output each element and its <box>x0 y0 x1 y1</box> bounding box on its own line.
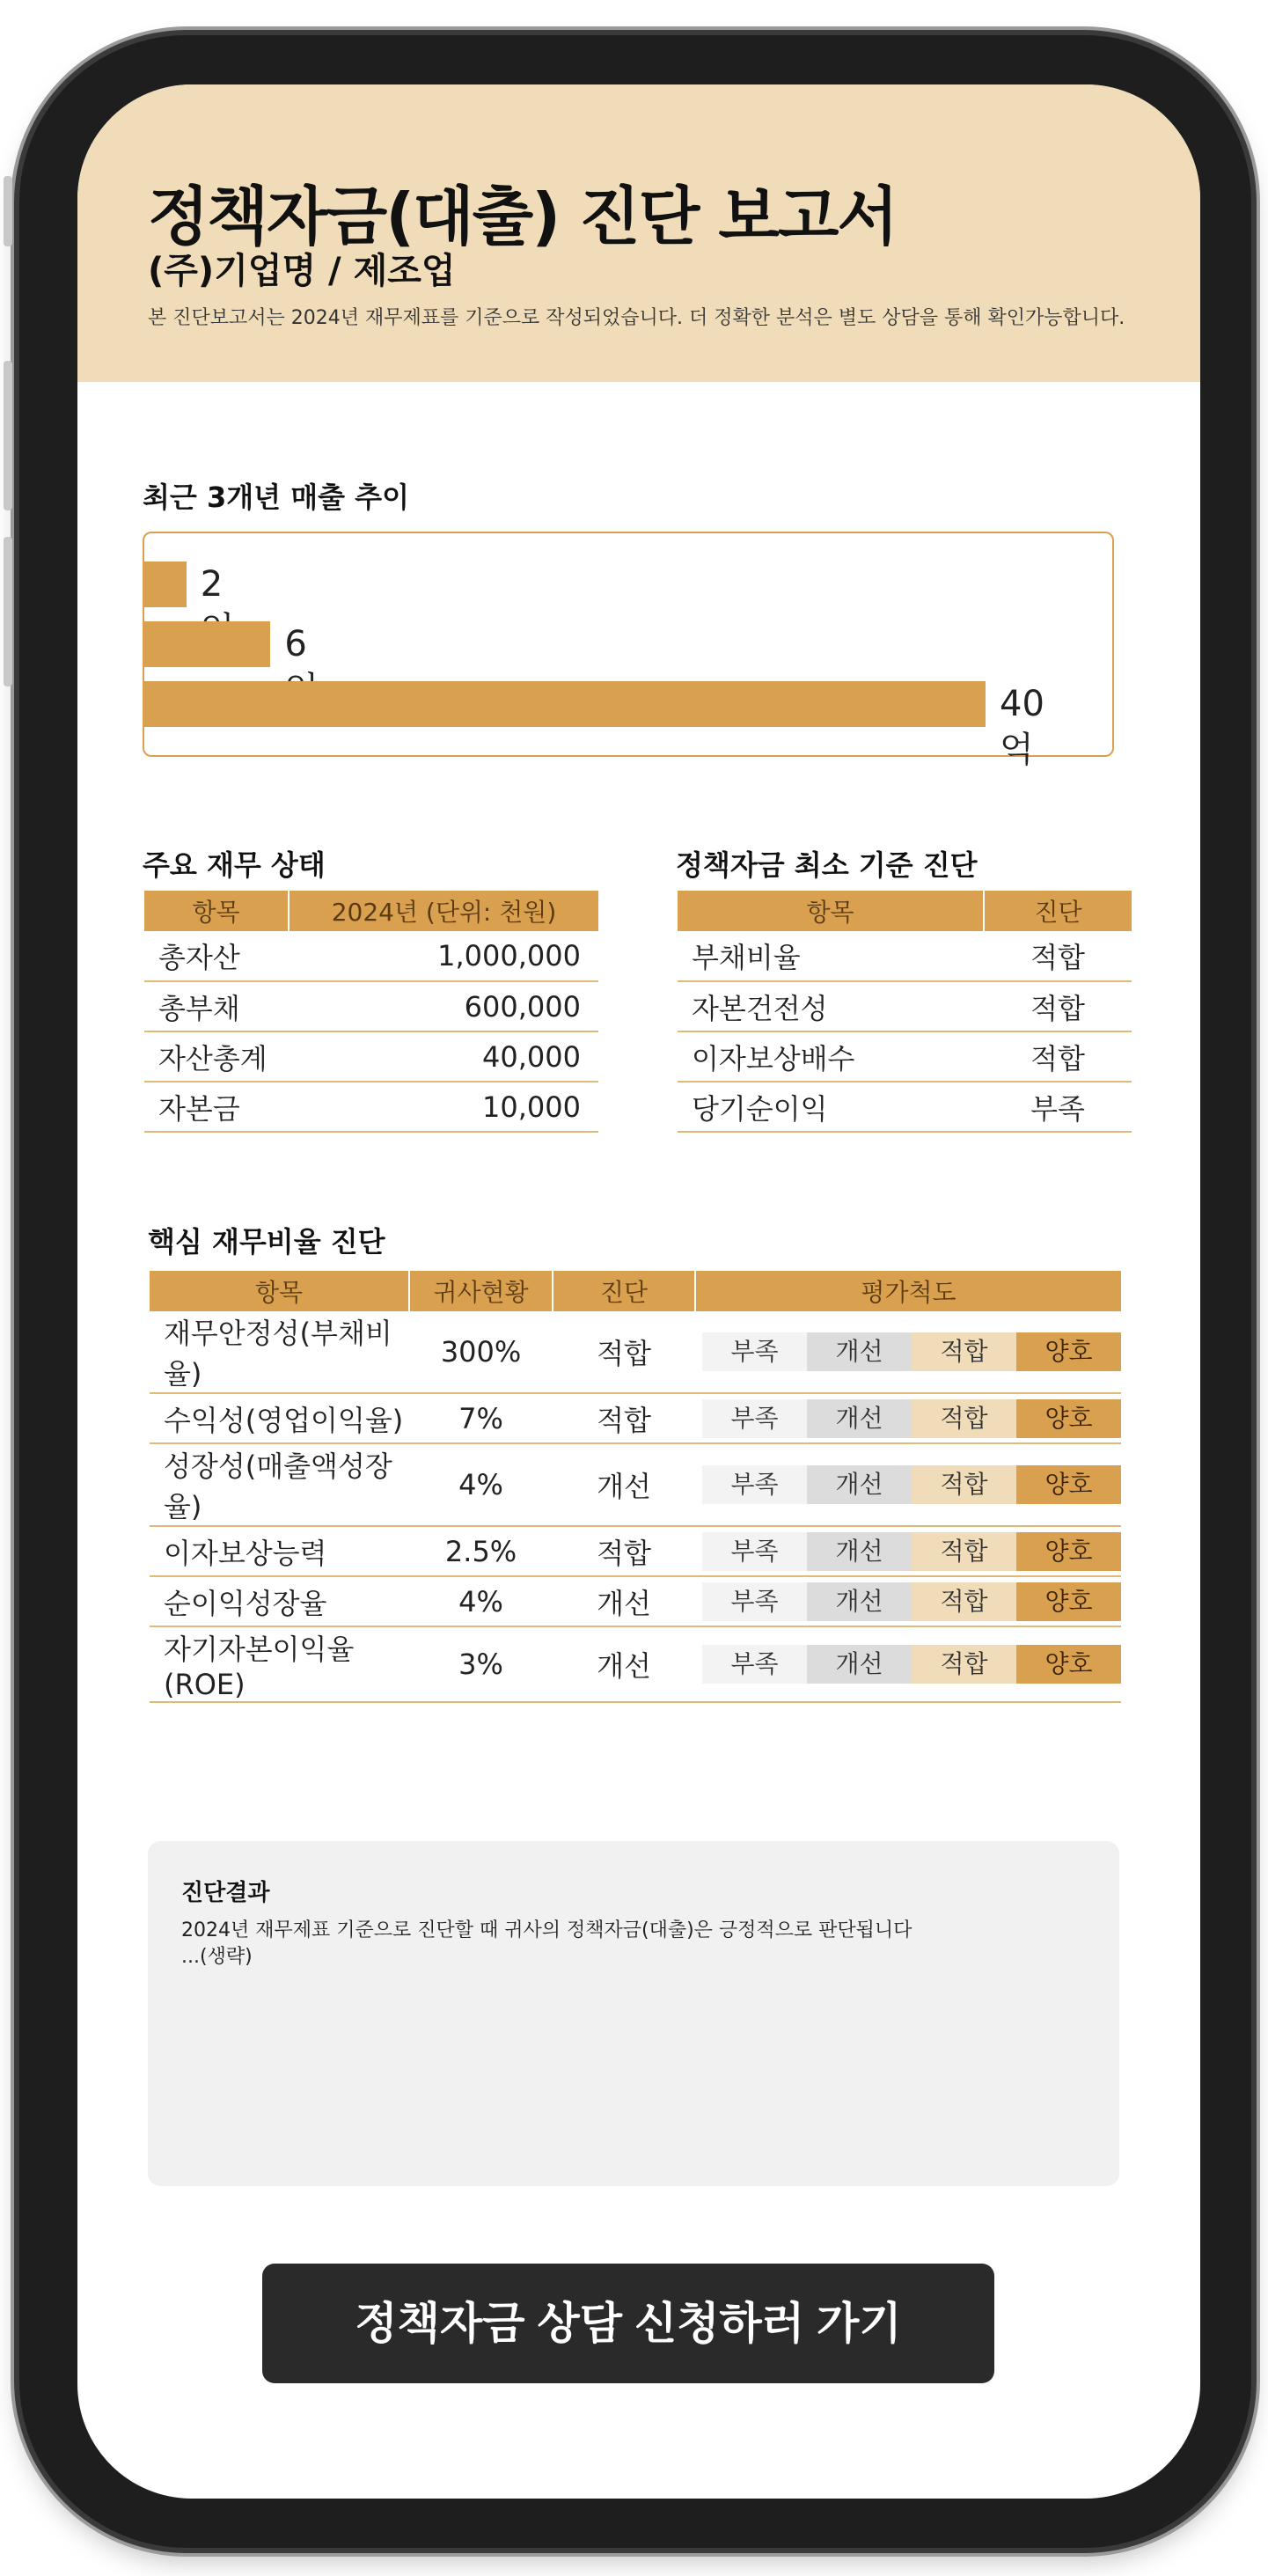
scale-improve: 개선 <box>807 1465 912 1504</box>
column-header: 항목 <box>150 1271 409 1311</box>
column-header: 진단 <box>984 891 1132 931</box>
scale-suitable: 적합 <box>912 1465 1016 1504</box>
scale-insufficient: 부족 <box>702 1332 807 1371</box>
scale-suitable: 적합 <box>912 1399 1016 1438</box>
scale-insufficient: 부족 <box>702 1582 807 1621</box>
row-value: 4% <box>409 1576 553 1626</box>
result-text-more: ...(생략) <box>181 1946 253 1968</box>
sales-trend-title: 최근 3개년 매출 추이 <box>143 481 409 514</box>
scale-insufficient: 부족 <box>702 1645 807 1684</box>
table-row <box>144 1031 598 1082</box>
rating-scale-cell <box>695 1311 1121 1393</box>
scale-suitable: 적합 <box>912 1532 1016 1571</box>
row-result: 적합 <box>984 1031 1132 1082</box>
sales-bar <box>144 681 986 727</box>
rating-scale <box>702 1645 1121 1684</box>
row-item: 순이익성장율 <box>150 1576 409 1626</box>
scale-improve: 개선 <box>807 1332 912 1371</box>
column-header: 2024년 (단위: 천원) <box>289 891 598 931</box>
sales-bar-label: 2 <box>200 564 224 605</box>
consultation-request-button[interactable]: 정책자금 상담 신청하러 가기 <box>262 2264 994 2383</box>
row-item: 이자보상배수 <box>678 1031 984 1082</box>
table-row <box>678 1031 1132 1082</box>
rating-scale <box>702 1399 1121 1438</box>
screen <box>77 84 1200 2499</box>
core-ratios-title: 핵심 재무비율 진단 <box>148 1225 385 1259</box>
company-name: (주)기업명 / 제조업 <box>148 251 456 291</box>
column-header: 진단 <box>553 1271 695 1311</box>
rating-scale-cell <box>695 1443 1121 1526</box>
sales-bar <box>144 561 187 607</box>
row-value: 300% <box>409 1311 553 1393</box>
row-item: 성장성(매출액성장율) <box>150 1443 409 1526</box>
row-item: 이자보상능력 <box>150 1526 409 1576</box>
rating-scale-cell <box>695 1626 1121 1702</box>
row-result: 적합 <box>984 981 1132 1031</box>
sales-bar-label: 6 <box>284 624 307 664</box>
scale-insufficient: 부족 <box>702 1399 807 1438</box>
scale-good: 양호 <box>1016 1399 1121 1438</box>
table-row <box>150 1526 1121 1576</box>
financial-status-table <box>144 891 598 1133</box>
row-item: 총부채 <box>144 981 289 1031</box>
row-value: 1,000,000 <box>289 931 598 981</box>
column-header: 항목 <box>678 891 984 931</box>
rating-scale-cell <box>695 1393 1121 1443</box>
report-description: 본 진단보고서는 2024년 재무제표를 기준으로 작성되었습니다. 더 정확한 분석은 별도 상담을 통해 확인가능합니다. <box>148 307 1125 329</box>
sales-trend-chart <box>143 532 1114 770</box>
row-result: 개선 <box>553 1443 695 1526</box>
table-row <box>150 1443 1121 1526</box>
column-header: 항목 <box>144 891 289 931</box>
row-item: 당기순이익 <box>678 1082 984 1132</box>
row-item: 총자산 <box>144 931 289 981</box>
diagnosis-result-box <box>148 1841 1119 2186</box>
table-row <box>150 1393 1121 1443</box>
scale-good: 양호 <box>1016 1332 1121 1371</box>
table-row <box>150 1626 1121 1702</box>
scale-improve: 개선 <box>807 1532 912 1571</box>
row-result: 개선 <box>553 1626 695 1702</box>
sales-bar <box>144 621 270 667</box>
row-value: 3% <box>409 1626 553 1702</box>
financial-status-title: 주요 재무 상태 <box>143 848 326 882</box>
row-value: 7% <box>409 1393 553 1443</box>
rating-scale <box>702 1532 1121 1571</box>
table-row <box>678 981 1132 1031</box>
min-criteria-title: 정책자금 최소 기준 진단 <box>676 848 978 882</box>
scale-suitable: 적합 <box>912 1645 1016 1684</box>
result-text: 2024년 재무제표 기준으로 진단할 때 귀사의 정책자금(대출)은 긍정적으로 판단됩니다 <box>181 1919 913 1941</box>
row-result: 적합 <box>553 1393 695 1443</box>
phone-volume-down-button <box>4 537 12 686</box>
rating-scale <box>702 1465 1121 1504</box>
phone-volume-up-button <box>4 361 12 510</box>
scale-suitable: 적합 <box>912 1582 1016 1621</box>
scale-good: 양호 <box>1016 1465 1121 1504</box>
result-title: 진단결과 <box>181 1880 270 1906</box>
row-item: 재무안정성(부채비율) <box>150 1311 409 1393</box>
rating-scale-cell <box>695 1526 1121 1576</box>
scale-good: 양호 <box>1016 1645 1121 1684</box>
scale-improve: 개선 <box>807 1582 912 1621</box>
rating-scale-cell <box>695 1576 1121 1626</box>
min-criteria-table <box>678 891 1132 1133</box>
sales-bar-label: 40억 <box>1000 684 1044 770</box>
table-row <box>678 1082 1132 1132</box>
scale-improve: 개선 <box>807 1399 912 1438</box>
scale-suitable: 적합 <box>912 1332 1016 1371</box>
row-result: 적합 <box>984 931 1132 981</box>
report-header <box>77 84 1200 382</box>
row-item: 수익성(영업이익율) <box>150 1393 409 1443</box>
row-item: 자기자본이익율(ROE) <box>150 1626 409 1702</box>
column-header: 귀사현황 <box>409 1271 553 1311</box>
row-value: 10,000 <box>289 1082 598 1132</box>
phone-side-button <box>4 176 12 246</box>
phone-frame <box>19 35 1251 2548</box>
row-value: 2.5% <box>409 1526 553 1576</box>
table-row <box>150 1576 1121 1626</box>
table-row <box>144 981 598 1031</box>
page-title: 정책자금(대출) 진단 보고서 <box>148 180 898 253</box>
row-result: 적합 <box>553 1311 695 1393</box>
scale-insufficient: 부족 <box>702 1465 807 1504</box>
row-item: 부채비율 <box>678 931 984 981</box>
scale-good: 양호 <box>1016 1532 1121 1571</box>
table-header-row <box>678 891 1132 931</box>
table-row <box>144 931 598 981</box>
table-row <box>678 931 1132 981</box>
row-result: 개선 <box>553 1576 695 1626</box>
row-item: 자본금 <box>144 1082 289 1132</box>
core-ratios-table <box>150 1271 1121 1703</box>
column-header: 평가척도 <box>695 1271 1121 1311</box>
row-value: 4% <box>409 1443 553 1526</box>
table-header-row <box>144 891 598 931</box>
row-value: 40,000 <box>289 1031 598 1082</box>
table-header-row <box>150 1271 1121 1311</box>
rating-scale <box>702 1582 1121 1621</box>
row-value: 600,000 <box>289 981 598 1031</box>
scale-good: 양호 <box>1016 1582 1121 1621</box>
row-result: 적합 <box>553 1526 695 1576</box>
table-row <box>150 1311 1121 1393</box>
row-item: 자산총계 <box>144 1031 289 1082</box>
rating-scale <box>702 1332 1121 1371</box>
scale-improve: 개선 <box>807 1645 912 1684</box>
table-row <box>144 1082 598 1132</box>
scale-insufficient: 부족 <box>702 1532 807 1571</box>
row-result: 부족 <box>984 1082 1132 1132</box>
row-item: 자본건전성 <box>678 981 984 1031</box>
